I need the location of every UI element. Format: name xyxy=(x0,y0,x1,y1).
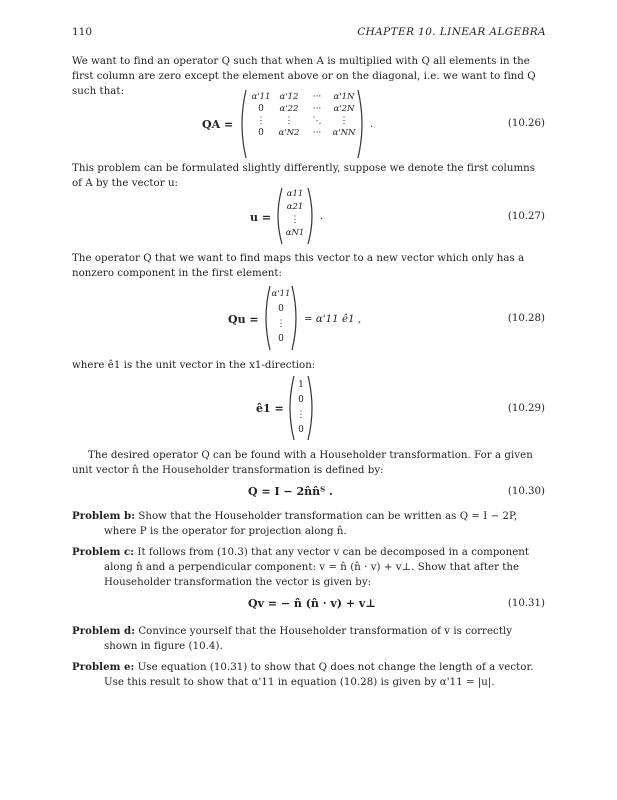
paragraph-operator xyxy=(72,251,552,281)
eq26-lhs: QA = xyxy=(202,118,234,131)
matrix-cell: ⋱ xyxy=(312,116,322,126)
problem-e xyxy=(72,660,552,690)
text-line: such that: xyxy=(72,86,125,97)
equation-number: (10.29) xyxy=(507,403,545,414)
chapter-heading: CHAPTER 10. LINEAR ALGEBRA xyxy=(357,26,546,38)
vector-qu xyxy=(270,287,292,347)
text-line: Householder transformation the vector is given by: xyxy=(104,577,372,588)
paragraph-unit-vector: where ê1 is the unit vector in the x1-direction: xyxy=(72,360,316,371)
vector-cell: α21 xyxy=(286,202,304,212)
matrix-cell: ⋮ xyxy=(339,116,349,126)
eq29-lhs: ê1 = xyxy=(256,402,284,415)
problem-d xyxy=(72,624,552,654)
matrix-qa xyxy=(248,92,358,138)
right-paren xyxy=(356,88,368,160)
equation-number: (10.30) xyxy=(507,486,545,497)
eq31-formula: Qv = − n̂ (n̂ · v) + v⊥ xyxy=(248,597,376,610)
text-line: first column are zero except the element above or on the diagonal, i.e. we want to find Q xyxy=(72,71,536,82)
equation-number: (10.26) xyxy=(507,118,545,129)
text-line: This problem can be formulated slightly differently, suppose we denote the first columns xyxy=(72,163,536,174)
text-line: We want to find an operator Q such that when A is multiplied with Q all elements in the xyxy=(72,56,530,67)
equation-number: (10.28) xyxy=(507,313,545,324)
text-line: of A by the vector u: xyxy=(72,178,179,189)
text-line: The operator Q that we want to find maps this vector to a new vector which only has a xyxy=(72,253,525,264)
problem-label: Problem e: xyxy=(72,661,135,673)
vector-cell: α'11 xyxy=(271,289,291,299)
text-line: along n̂ and a perpendicular component: v = n̂ (n̂ · v) + v⊥. Show that after the xyxy=(104,562,520,573)
problem-label: Problem b: xyxy=(72,510,136,522)
equation-number: (10.31) xyxy=(507,598,545,609)
matrix-cell: α'22 xyxy=(279,104,299,114)
problem-c xyxy=(72,545,552,590)
text-line: unit vector n̂ the Householder transformation is defined by: xyxy=(72,465,384,476)
matrix-cell: α'N2 xyxy=(278,128,300,138)
eq27-lhs: u = xyxy=(250,211,272,224)
vector-cell: α11 xyxy=(286,189,304,199)
eq28-rhs: = α'11 ê1 , xyxy=(304,314,362,325)
vector-cell: ⋮ xyxy=(276,319,286,329)
problem-b xyxy=(72,509,552,539)
text-line: It follows from (10.3) that any vector v can be decomposed in a component xyxy=(137,547,530,558)
vector-u xyxy=(282,188,308,240)
eq30-formula: Q = I − 2n̂n̂ᵀ . xyxy=(248,485,333,498)
matrix-cell: α'1N xyxy=(333,92,355,102)
vector-cell: 1 xyxy=(298,380,304,390)
page-number: 110 xyxy=(72,26,93,38)
paragraph-householder xyxy=(72,448,552,478)
vector-cell: 0 xyxy=(298,395,304,405)
eq28-lhs: Qu = xyxy=(228,313,259,326)
vector-cell: ⋮ xyxy=(296,410,306,420)
vector-cell: αN1 xyxy=(285,228,305,238)
matrix-cell: ··· xyxy=(312,104,322,114)
text-line: where P is the operator for projection along n̂. xyxy=(104,526,347,537)
matrix-cell: α'NN xyxy=(332,128,356,138)
vector-cell: 0 xyxy=(298,425,304,435)
text-line: The desired operator Q can be found with a Householder transformation. For a given xyxy=(88,450,533,461)
matrix-cell: ⋮ xyxy=(284,116,294,126)
eq27-trailing: . xyxy=(320,211,324,222)
text-line: shown in figure (10.4). xyxy=(104,641,223,652)
matrix-cell: 0 xyxy=(258,104,264,114)
matrix-cell: α'11 xyxy=(251,92,271,102)
eq26-trailing: . xyxy=(370,119,374,130)
matrix-cell: α'12 xyxy=(279,92,299,102)
text-line: Use this result to show that α'11 in equation (10.28) is given by α'11 = |u|. xyxy=(104,677,495,688)
text-line: Use equation (10.31) to show that Q does not change the length of a vector. xyxy=(137,662,534,673)
text-line: Convince yourself that the Householder transformation of v is correctly xyxy=(138,626,513,637)
matrix-cell: α'2N xyxy=(333,104,355,114)
equation-number: (10.27) xyxy=(507,211,545,222)
problem-label: Problem c: xyxy=(72,546,135,558)
matrix-cell: ··· xyxy=(312,128,322,138)
right-paren xyxy=(290,284,302,352)
matrix-cell: ··· xyxy=(312,92,322,102)
problem-label: Problem d: xyxy=(72,625,136,637)
right-paren xyxy=(306,186,318,246)
text-line: nonzero component in the first element: xyxy=(72,268,283,279)
vector-cell: 0 xyxy=(278,304,284,314)
right-paren xyxy=(306,374,318,442)
text-line: Show that the Householder transformation can be written as Q = I − 2P, xyxy=(138,511,518,522)
vector-cell: ⋮ xyxy=(290,215,300,225)
matrix-cell: 0 xyxy=(258,128,264,138)
left-paren xyxy=(236,88,248,160)
vector-cell: 0 xyxy=(278,334,284,344)
matrix-cell: ⋮ xyxy=(256,116,266,126)
